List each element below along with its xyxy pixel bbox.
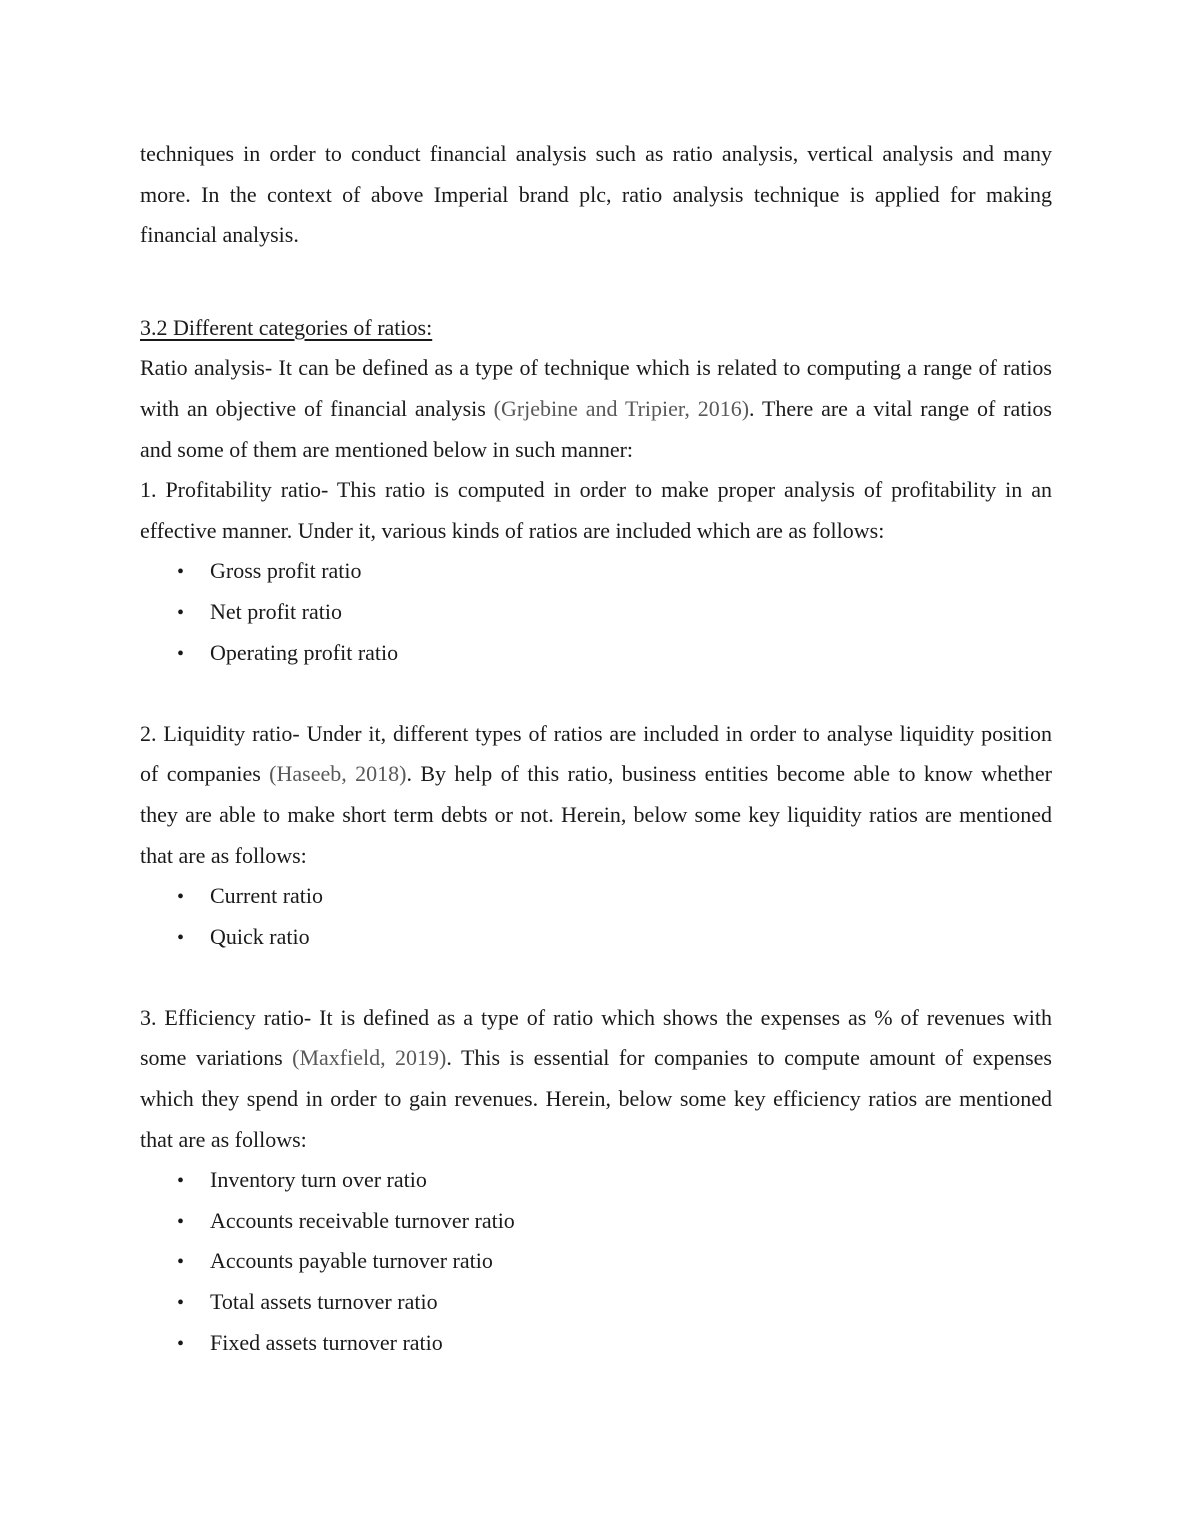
- list-item: [140, 551, 1052, 592]
- list-item: [140, 876, 1052, 917]
- bullet-icon: [177, 1201, 184, 1243]
- bullet-icon: [177, 551, 184, 593]
- bullet-icon: [177, 876, 184, 918]
- list-item-label: Operating profit ratio: [210, 639, 399, 665]
- profitability-paragraph: 1. Profitability ratio- This ratio is computed in order to make proper analysis of profitability in an effective manner. Under it, various kinds of ratios are included which are as follows:: [140, 477, 1052, 543]
- bullet-icon: [177, 1241, 184, 1283]
- paragraph-text: . There are a vital range of ratios and some of them are mentioned below in such manner:: [140, 395, 1052, 462]
- bullet-icon: [177, 1323, 184, 1365]
- list-item-label: Accounts receivable turnover ratio: [210, 1207, 515, 1233]
- bullet-icon: [177, 1282, 184, 1324]
- section-heading: 3.2 Different categories of ratios:: [140, 314, 433, 340]
- citation: (Haseeb, 2018): [269, 761, 407, 787]
- bullet-icon: [177, 633, 184, 675]
- list-item: [140, 592, 1052, 633]
- efficiency-ratio-list: [140, 1160, 1052, 1363]
- list-item: [140, 1160, 1052, 1201]
- list-item: [140, 1201, 1052, 1242]
- paragraph-text: Ratio analysis- It can be defined as a type of technique which is related to computing a range of ratios with an objective of financial analysis: [140, 355, 1052, 421]
- list-item-label: Total assets turnover ratio: [210, 1289, 438, 1315]
- list-item-label: Gross profit ratio: [210, 558, 362, 584]
- bullet-icon: [177, 917, 184, 959]
- list-item: [140, 1241, 1052, 1282]
- intro-paragraph: techniques in order to conduct financial analysis such as ratio analysis, vertical analysis and many more. In the context of above Imperial brand plc, ratio analysis technique is applied for making financial analysis.: [140, 141, 1052, 248]
- list-item: [140, 633, 1052, 674]
- list-item-label: Accounts payable turnover ratio: [210, 1248, 493, 1274]
- paragraph-text: 2. Liquidity ratio- Under it, different types of ratios are included in order to analyse liquidity position of companies: [140, 720, 1052, 787]
- list-item: [140, 1282, 1052, 1323]
- profitability-ratio-list: [140, 551, 1052, 673]
- ratio-analysis-paragraph: [140, 348, 1052, 470]
- efficiency-paragraph: [140, 998, 1052, 1160]
- liquidity-ratio-list: [140, 876, 1052, 957]
- list-item-label: Net profit ratio: [210, 598, 342, 624]
- citation: (Maxfield, 2019): [292, 1045, 447, 1071]
- paragraph-text: . This is essential for companies to compute amount of expenses which they spend in order to gain revenues. Herein, below some key efficiency ratios are mentioned that are as follows:: [140, 1045, 1052, 1152]
- list-item-label: Fixed assets turnover ratio: [210, 1329, 443, 1355]
- list-item: [140, 917, 1052, 958]
- paragraph-text: 3. Efficiency ratio- It is defined as a type of ratio which shows the expenses as % of revenues with some variations: [140, 1004, 1052, 1071]
- paragraph-text: . By help of this ratio, business entities become able to know whether they are able to make short term debts or not. Herein, below some key liquidity ratios are mentioned that are as follows:: [140, 761, 1052, 868]
- list-item: [140, 1323, 1052, 1364]
- list-item-label: Inventory turn over ratio: [210, 1167, 427, 1193]
- bullet-icon: [177, 592, 184, 634]
- list-item-label: Current ratio: [210, 883, 324, 909]
- bullet-icon: [177, 1160, 184, 1202]
- citation: (Grjebine and Tripier, 2016): [493, 395, 750, 421]
- list-item-label: Quick ratio: [210, 923, 310, 949]
- liquidity-paragraph: [140, 714, 1052, 876]
